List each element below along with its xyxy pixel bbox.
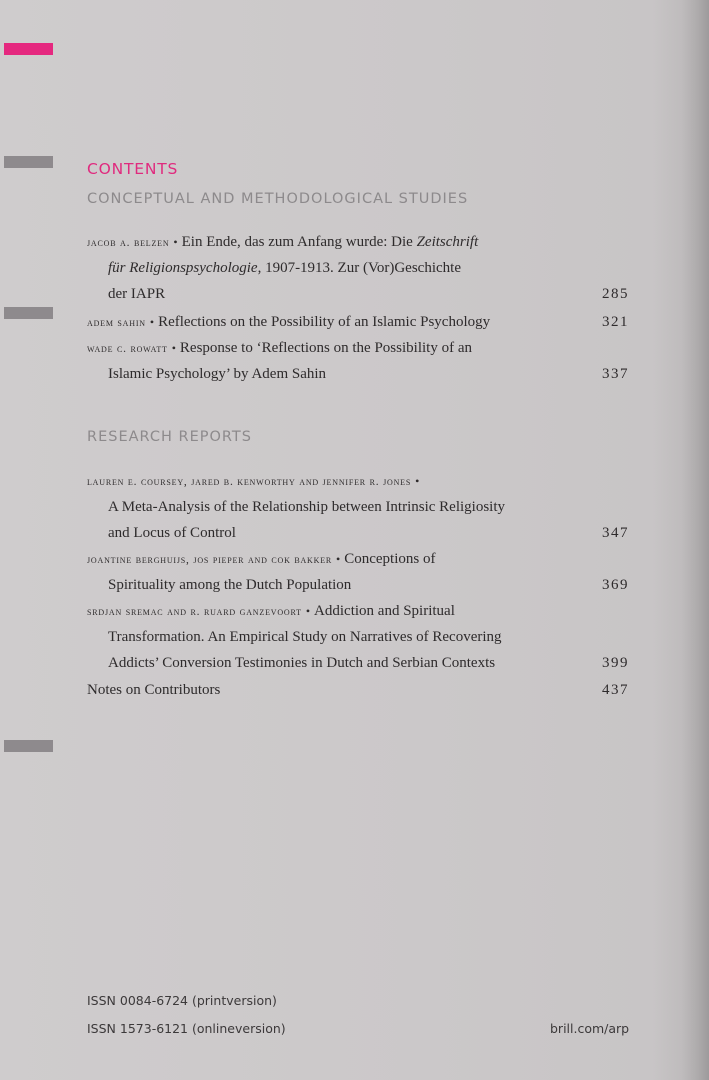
bullet-separator: • (171, 341, 176, 355)
website-link[interactable]: brill.com/arp (550, 1021, 630, 1036)
bullet-separator: • (305, 604, 311, 618)
entry-title-italic: Zeitschrift (416, 234, 479, 250)
contents-heading: CONTENTS (87, 160, 179, 178)
entry-title-part: A Meta-Analysis of the Relationship between Intrinsic Religiosity (108, 499, 506, 515)
toc-entry-sahin[interactable] (87, 309, 629, 335)
entry-title-part: Islamic Psychology’ by Adem Sahin (108, 366, 327, 382)
entry-author: jacob a. belzen (87, 237, 170, 249)
section-title-research: RESEARCH REPORTS (87, 429, 252, 445)
entry-title-part: Transformation. An Empirical Study on Narratives of Recovering (108, 629, 502, 645)
entry-page-number: 369 (602, 577, 629, 593)
entry-page-number: 337 (602, 366, 629, 382)
entry-page-number: 437 (602, 682, 629, 698)
entry-title-part: Addicts’ Conversion Testimonies in Dutch and Serbian Contexts (108, 655, 496, 671)
entry-page-number: 321 (602, 314, 629, 330)
issn-print: ISSN 0084-6724 (printversion) (87, 993, 277, 1008)
grey-tab-marker (4, 156, 53, 168)
entry-title-part: Response to ‘Reflections on the Possibility of an (179, 340, 472, 356)
entry-title-part: Ein Ende, das zum Anfang wurde: Die (181, 234, 417, 250)
page-edge-shadow (681, 0, 709, 1080)
entry-page-number: 399 (602, 655, 629, 671)
entry-author: srdjan sremac and r. ruard ganzevoort (87, 606, 302, 618)
entry-title-part: der IAPR (108, 286, 166, 302)
bullet-separator: • (336, 552, 341, 566)
bullet-separator: • (415, 474, 420, 488)
section-title-conceptual: CONCEPTUAL AND METHODOLOGICAL STUDIES (87, 191, 469, 207)
entry-title-part: Addiction and Spiritual (314, 603, 455, 619)
entry-author: lauren e. coursey, jared b. kenworthy and jennifer r. jones (87, 476, 412, 488)
entry-title-part: and Locus of Control (108, 525, 236, 541)
toc-entry-berghuijs[interactable] (87, 546, 629, 598)
entry-author: adem sahin (87, 317, 146, 329)
accent-tab-marker (4, 43, 53, 55)
entry-title-italic: für Religionspsychologie (108, 260, 258, 276)
toc-entry-contributors[interactable] (87, 677, 629, 703)
toc-entry-sremac[interactable] (87, 598, 629, 676)
entry-title-part: Spirituality among the Dutch Population (108, 577, 352, 593)
entry-title-part: Reflections on the Possibility of an Islamic Psychology (158, 314, 491, 330)
toc-entry-rowatt[interactable] (87, 335, 629, 387)
entry-author: joantine berghuijs, jos pieper and cok bakker (87, 554, 333, 566)
bullet-separator: • (149, 315, 155, 329)
entry-page-number: 347 (602, 525, 629, 541)
entry-author: wade c. rowatt (87, 343, 168, 355)
toc-entry-belzen[interactable] (87, 229, 629, 307)
entry-page-number: 285 (602, 286, 629, 302)
entry-title-part: , 1907-1913. Zur (Vor)Geschichte (257, 260, 461, 276)
grey-tab-marker (4, 307, 53, 319)
grey-tab-marker (4, 740, 53, 752)
bullet-separator: • (173, 235, 178, 249)
entry-title-part: Conceptions of (344, 551, 436, 567)
issn-online: ISSN 1573-6121 (onlineversion) (87, 1021, 286, 1036)
toc-entry-coursey[interactable] (87, 468, 629, 546)
entry-title-part: Notes on Contributors (87, 682, 221, 698)
